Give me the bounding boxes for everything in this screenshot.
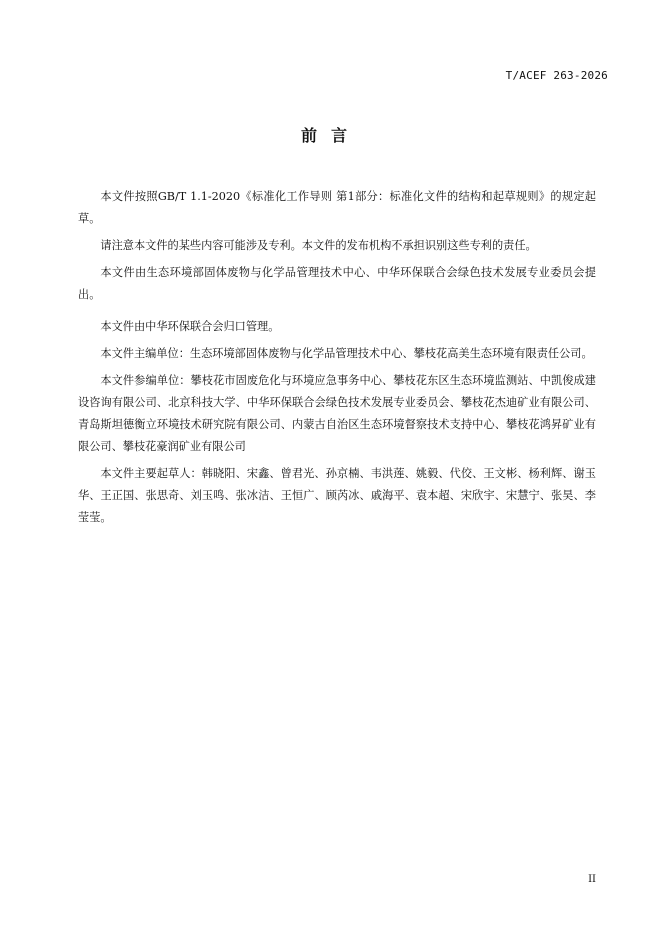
paragraph-patent-notice: 请注意本文件的某些内容可能涉及专利。本文件的发布机构不承担识别这些专利的责任。 <box>100 239 537 252</box>
document-code: T/ACEF 263-2026 <box>505 69 608 82</box>
page-number: II <box>588 874 596 885</box>
paragraph-chief-editors: 本文件主编单位：生态环境部固体废物与化学品管理技术中心、攀枝花高美生态环境有限责任公司。 <box>100 347 593 360</box>
foreword-body <box>78 186 596 534</box>
paragraph-main-drafters: 本文件主要起草人：韩晓阳、宋鑫、曾君光、孙京楠、韦洪莲、姚毅、代佼、王文彬、杨利辉、谢玉华、王正国、张思奇、刘玉鸣、张冰洁、王恒广、顾芮冰、戚海平、袁本超、宋欣宇、宋慧宁、张昊、李莹莹。 <box>78 467 596 524</box>
paragraph-drafting-basis: 本文件按照GB/T 1.1-2020《标准化工作导则 第1部分：标准化文件的结构和起草规则》的规定起草。 <box>78 190 596 225</box>
paragraph-administrator: 本文件由中华环保联合会归口管理。 <box>100 320 280 333</box>
paragraph-participating-units: 本文件参编单位：攀枝花市固废危化与环境应急事务中心、攀枝花东区生态环境监测站、中凯俊成建设咨询有限公司、北京科技大学、中华环保联合会绿色技术发展专业委员会、攀枝花杰迪矿业有限公司、青岛斯坦德衡立环境技术研究院有限公司、内蒙古自治区生态环境督察技术支持中心、攀枝花鸿昇矿业有限公司、攀枝花豪润矿业有限公司 <box>78 374 596 453</box>
page-title: 前言 <box>300 126 361 145</box>
paragraph-proposer: 本文件由生态环境部固体废物与化学品管理技术中心、中华环保联合会绿色技术发展专业委员会提出。 <box>78 266 596 301</box>
